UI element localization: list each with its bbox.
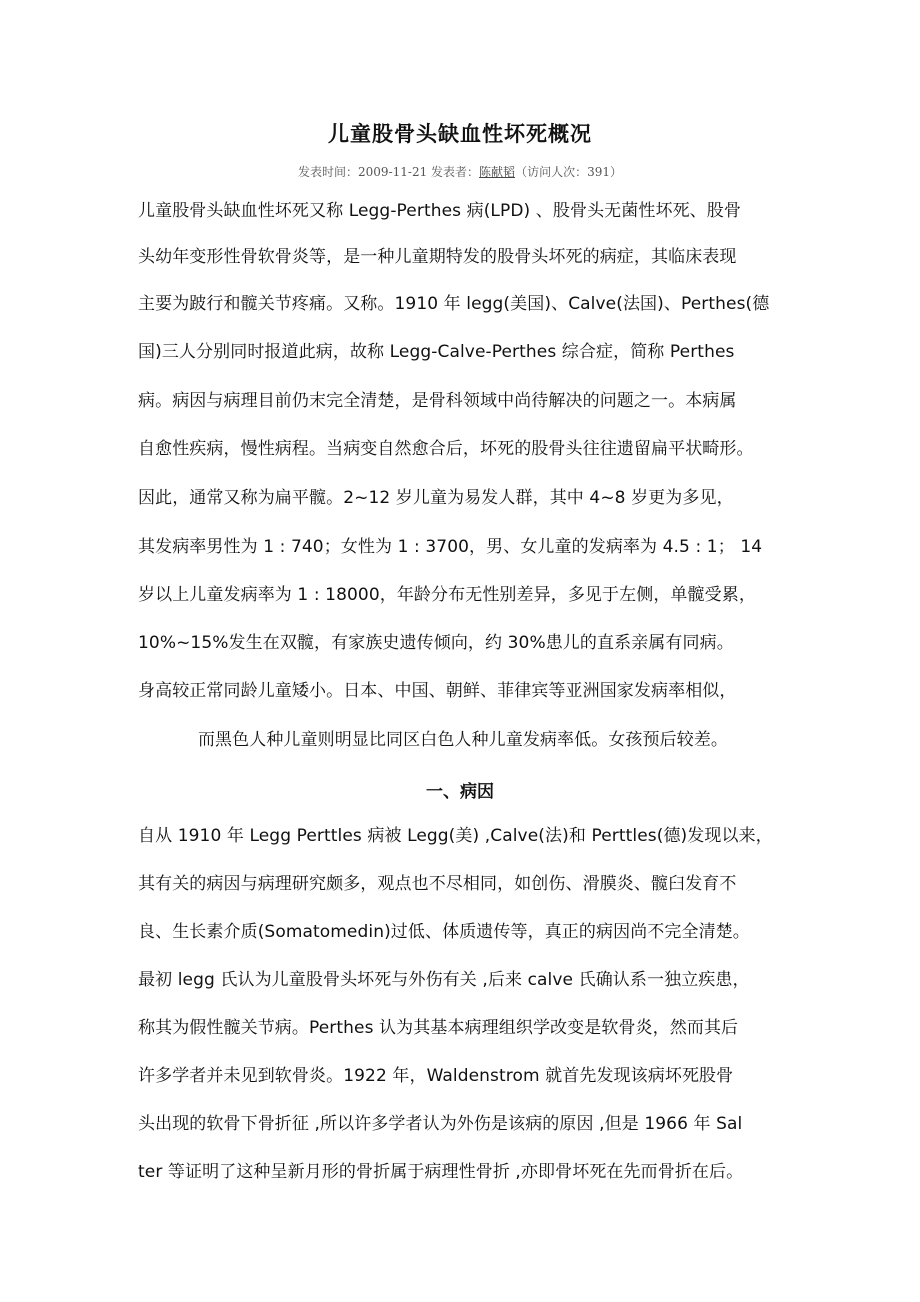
meta-prefix: 发表时间：2009-11-21 发表者： — [298, 165, 480, 179]
intro-line-7: 因此，通常又称为扁平髋。2~12 岁儿童为易发人群，其中 4~8 岁更为多见， — [138, 488, 734, 508]
intro-line-1: 儿童股骨头缺血性坏死又称 Legg-Perthes 病(LPD) 、股骨头无菌性坏死、股骨 — [138, 201, 741, 221]
intro-line-10: 10%~15%发生在双髋，有家族史遗传倾向，约 30%患儿的直系亲属有同病。 — [138, 633, 734, 653]
section-line-1: 自从 1910 年 Legg Perttles 病被 Legg(美) ,Calve(法)和 Perttles(德)发现以来， — [138, 826, 773, 846]
article-title: 儿童股骨头缺血性坏死概况 — [328, 121, 592, 146]
meta-suffix: （访问人次：391） — [515, 165, 622, 179]
intro-line-6: 自愈性疾病，慢性病程。当病变自然愈合后，坏死的股骨头往往遗留扁平状畸形。 — [138, 439, 754, 459]
section-line-4: 最初 legg 氏认为儿童股骨头坏死与外伤有关 ,后来 calve 氏确认系一独立疾患， — [138, 970, 750, 990]
intro-line-3: 主要为跛行和髋关节疼痛。又称。1910 年 legg(美国)、Calve(法国)、Perthes(德 — [138, 294, 770, 314]
author-link[interactable]: 陈献韬 — [479, 165, 516, 179]
intro-line-4: 国)三人分别同时报道此病，故称 Legg-Calve-Perthes 综合症，简称 Perthes — [138, 342, 735, 362]
intro-line-8: 其发病率男性为 1 : 740；女性为 1 : 3700，男、女儿童的发病率为 4.5 : 1； 14 — [138, 537, 763, 557]
intro-line-2: 头幼年变形性骨软骨炎等，是一种儿童期特发的股骨头坏死的病症，其临床表现 — [138, 247, 737, 267]
article-meta — [0, 163, 920, 180]
section-line-8: ter 等证明了这种呈新月形的骨折属于病理性骨折 ,亦即骨坏死在先而骨折在后。 — [138, 1162, 744, 1182]
intro-line-12: 而黑色人种儿童则明显比同区白色人种儿童发病率低。女孩预后较差。 — [197, 730, 729, 750]
section-line-2: 其有关的病因与病理研究颇多，观点也不尽相同，如创伤、滑膜炎、髋臼发育不 — [138, 874, 737, 894]
section-line-7: 头出现的软骨下骨折征 ,所以许多学者认为外伤是该病的原因 ,但是 1966 年 Sal — [138, 1114, 743, 1134]
section-line-3: 良、生长素介质(Somatomedin)过低、体质遗传等，真正的病因尚不完全清楚。 — [138, 922, 750, 942]
section-line-5: 称其为假性髋关节病。Perthes 认为其基本病理组织学改变是软骨炎，然而其后 — [138, 1018, 739, 1038]
section-heading: 一、病因 — [426, 782, 494, 802]
intro-line-9: 岁以上儿童发病率为 1 : 18000，年龄分布无性别差异，多见于左侧，单髋受累， — [138, 585, 756, 605]
intro-line-11: 身高较正常同龄儿童矮小。日本、中国、朝鲜、菲律宾等亚洲国家发病率相似， — [138, 681, 737, 701]
section-line-6: 许多学者并未见到软骨炎。1922 年，Waldenstrom 就首先发现该病坏死股骨 — [138, 1066, 734, 1086]
intro-line-5: 病。病因与病理目前仍末完全清楚，是骨科领域中尚待解决的问题之一。本病属 — [138, 391, 737, 411]
